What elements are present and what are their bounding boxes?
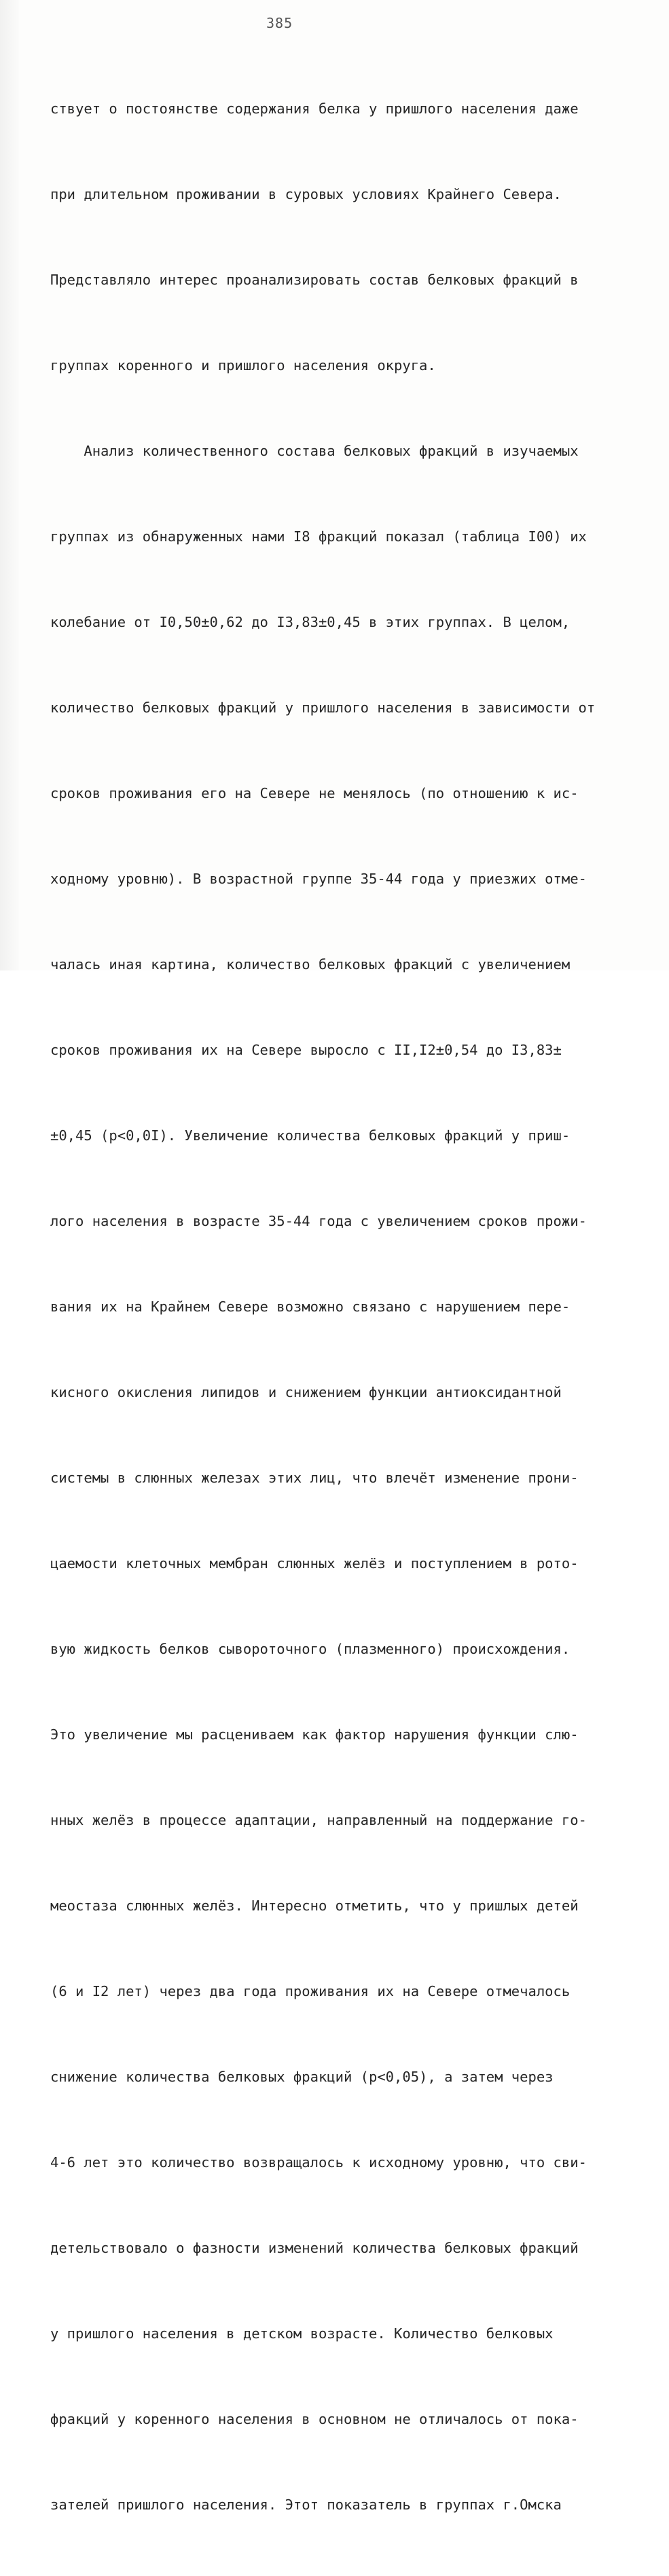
- text-line: 4-6 лет это количество возвращалось к исходному уровню, что сви-: [50, 2154, 587, 2171]
- body-text: [50, 37, 634, 2576]
- text-line: количество белковых фракций у пришлого населения в зависимости от: [50, 700, 596, 716]
- text-line: Представляло интерес проанализировать состав белковых фракций в: [50, 272, 579, 288]
- text-line: меостаза слюнных желёз. Интересно отметить, что у пришлых детей: [50, 1898, 579, 1914]
- text-line: вания их на Крайнем Севере возможно связано с нарушением пере-: [50, 1299, 571, 1315]
- text-line: группах из обнаруженных нами I8 фракций показал (таблица I00) их: [50, 528, 587, 545]
- text-line: кисного окисления липидов и снижением функции антиоксидантной: [50, 1384, 562, 1400]
- page-number: 385: [266, 15, 293, 31]
- text-line: снижение количества белковых фракций (р<0,05), а затем через: [50, 2069, 554, 2085]
- text-line: фракций у коренного населения в основном не отличалось от пока-: [50, 2411, 579, 2427]
- text-line: детельствовало о фазности изменений количества белковых фракций: [50, 2240, 579, 2256]
- text-line: ствует о постоянстве содержания белка у пришлого населения даже: [50, 101, 579, 117]
- text-line: ±0,45 (р<0,0I). Увеличение количества белковых фракций у приш-: [50, 1127, 571, 1144]
- text-line: Это увеличение мы расцениваем как фактор нарушения функции слю-: [50, 1726, 579, 1743]
- text-line: ходному уровню). В возрастной группе 35-44 года у приезжих отме-: [50, 871, 587, 887]
- text-line: Анализ количественного состава белковых фракций в изучаемых: [50, 443, 579, 459]
- text-line: системы в слюнных железах этих лиц, что влечёт изменение прони-: [50, 1470, 579, 1486]
- text-line: (6 и I2 лет) через два года проживания их на Севере отмечалось: [50, 1983, 571, 1999]
- text-line: сроков проживания его на Севере не менялось (по отношению к ис-: [50, 785, 579, 801]
- text-line: при длительном проживании в суровых условиях Крайнего Севера.: [50, 186, 562, 202]
- scan-edge-shadow: [0, 0, 19, 970]
- text-line: у пришлого населения в детском возрасте. Количество белковых: [50, 2325, 554, 2342]
- text-line: колебание от I0,50±0,62 до I3,83±0,45 в этих группах. В целом,: [50, 614, 571, 630]
- text-line: нных желёз в процессе адаптации, направленный на поддержание го-: [50, 1812, 587, 1828]
- text-line: лого населения в возрасте 35-44 года с увеличением сроков прожи-: [50, 1213, 587, 1229]
- text-line: вую жидкость белков сывороточного (плазменного) происхождения.: [50, 1641, 571, 1657]
- text-line: сроков проживания их на Севере выросло с II,I2±0,54 до I3,83±: [50, 1042, 562, 1058]
- text-line: зателей пришлого населения. Этот показатель в группах г.Омска: [50, 2497, 562, 2513]
- text-line: чалась иная картина, количество белковых фракций с увеличением: [50, 956, 571, 973]
- text-line: цаемости клеточных мембран слюнных желёз и поступлением в рото-: [50, 1555, 579, 1572]
- text-line: группах коренного и пришлого населения округа.: [50, 357, 436, 374]
